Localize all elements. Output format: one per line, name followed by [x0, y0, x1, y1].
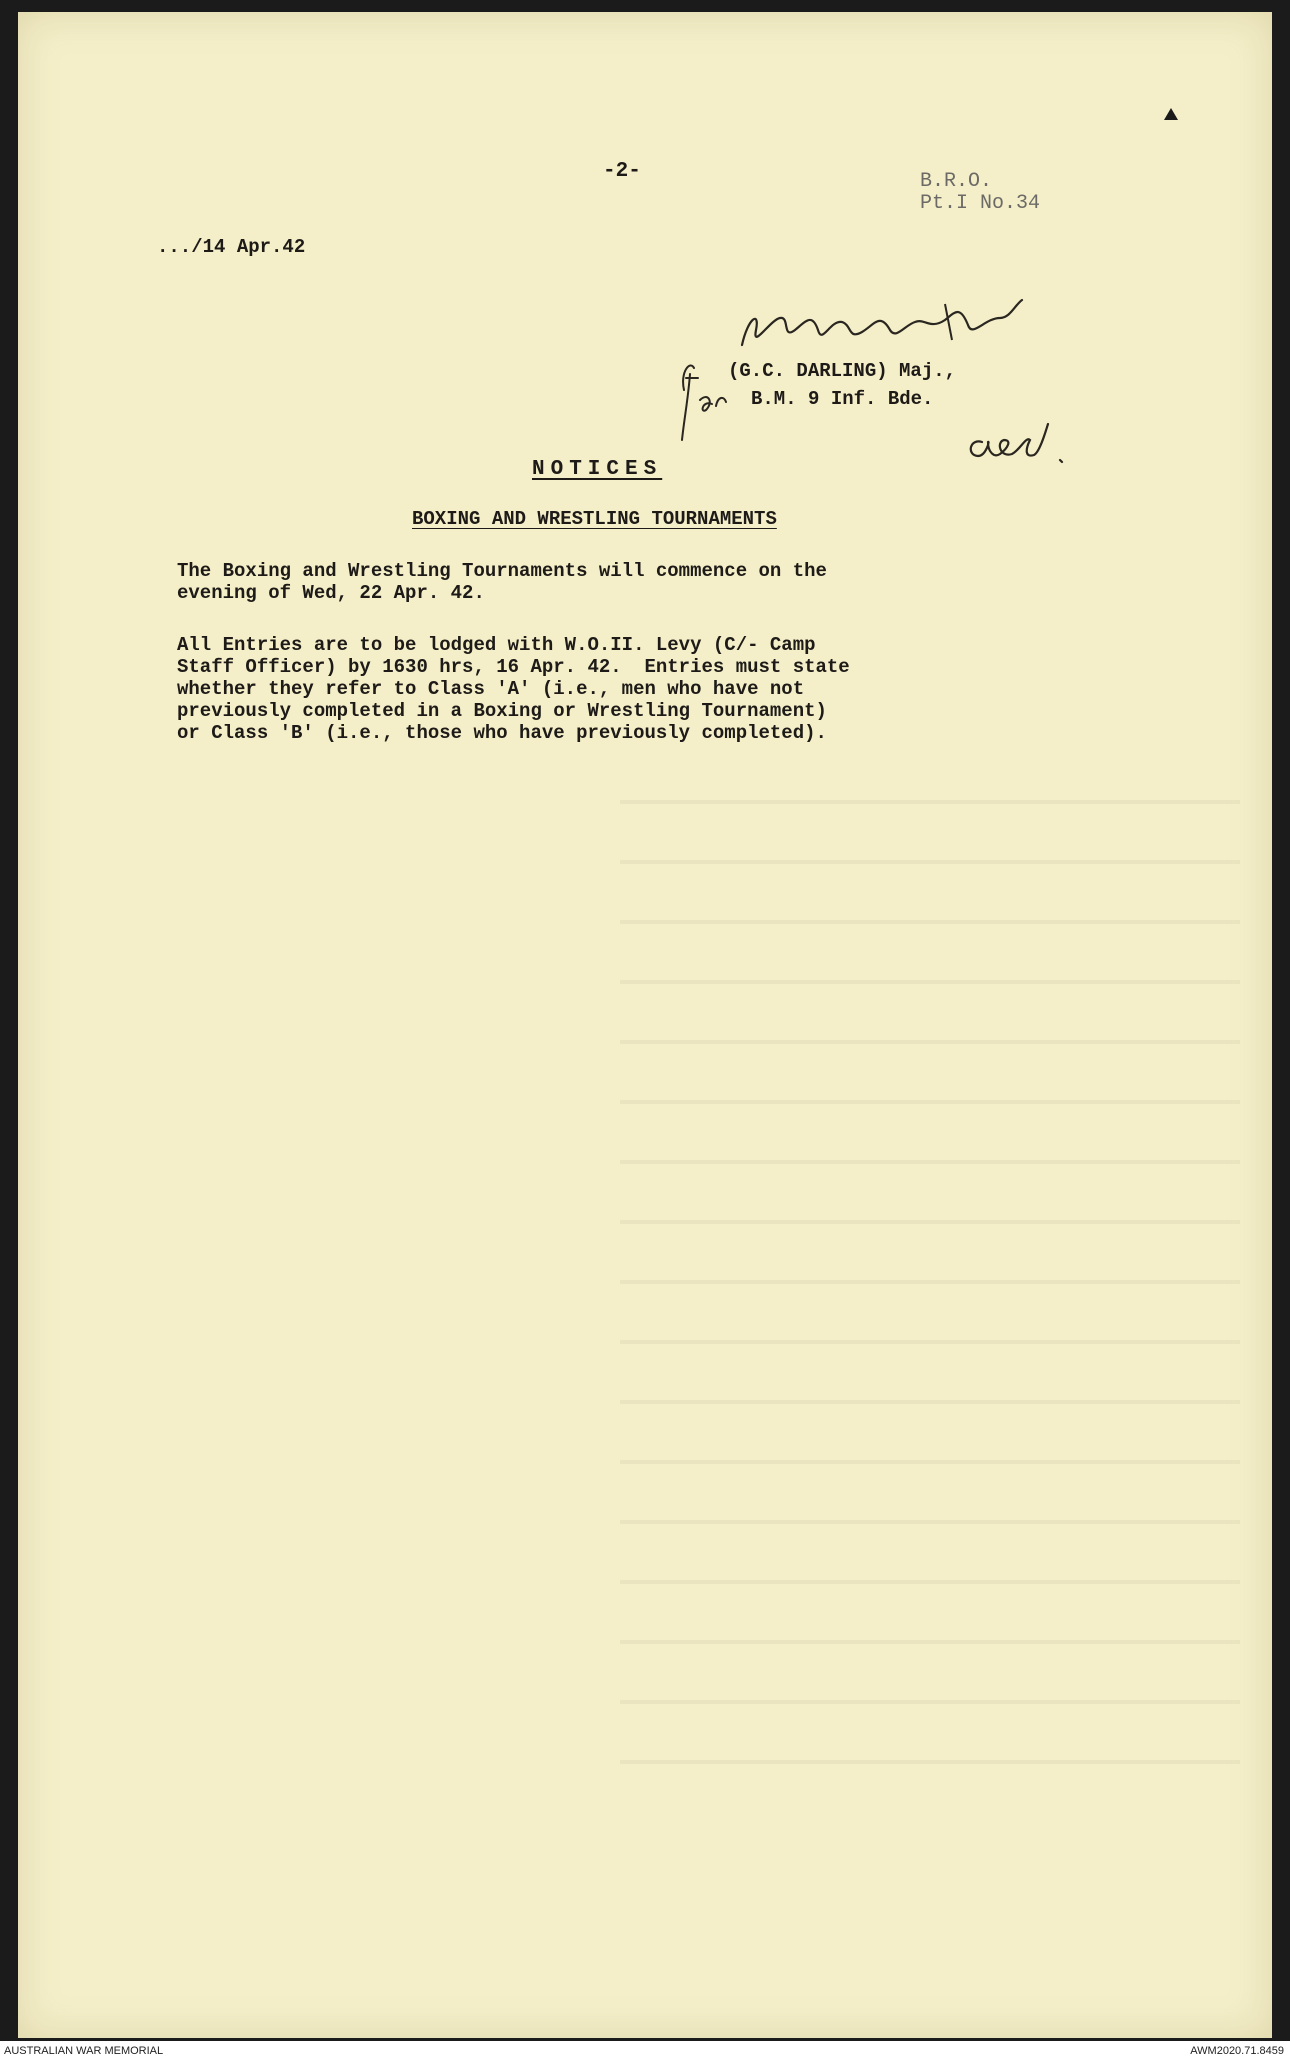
reference-line-2: Pt.I No.34 — [920, 192, 1041, 215]
signatory-title: B.M. 9 Inf. Bde. — [751, 388, 934, 410]
notices-heading: NOTICES — [532, 458, 663, 481]
page-number: -2- — [603, 160, 641, 183]
paragraph-2: All Entries are to be lodged with W.O.II. Levy (C/- Camp Staff Officer) by 1630 hrs, 16 Apr. 42. Entries must state whether they refer to Class 'A' (i.e., men who have not previously completed in a Boxing or Wrestling Tournament) or Class 'B' (i.e., those who have previously completed). — [177, 634, 850, 744]
paragraph-1: The Boxing and Wrestling Tournaments will commence on the evening of Wed, 22 Apr. 42. — [177, 560, 827, 604]
signatory-name: (G.C. DARLING) Maj., — [728, 360, 957, 382]
reference-line-1: B.R.O. — [920, 170, 993, 193]
footer-bar — [0, 2041, 1290, 2061]
section-heading: BOXING AND WRESTLING TOURNAMENTS — [412, 508, 777, 530]
bleed-through — [620, 770, 1240, 1770]
footer-id: AWM2020.71.8459 — [1190, 2045, 1284, 2057]
footer-source: AUSTRALIAN WAR MEMORIAL — [4, 2045, 164, 2057]
corner-mark — [1164, 108, 1178, 120]
document-date: .../14 Apr.42 — [157, 236, 306, 258]
